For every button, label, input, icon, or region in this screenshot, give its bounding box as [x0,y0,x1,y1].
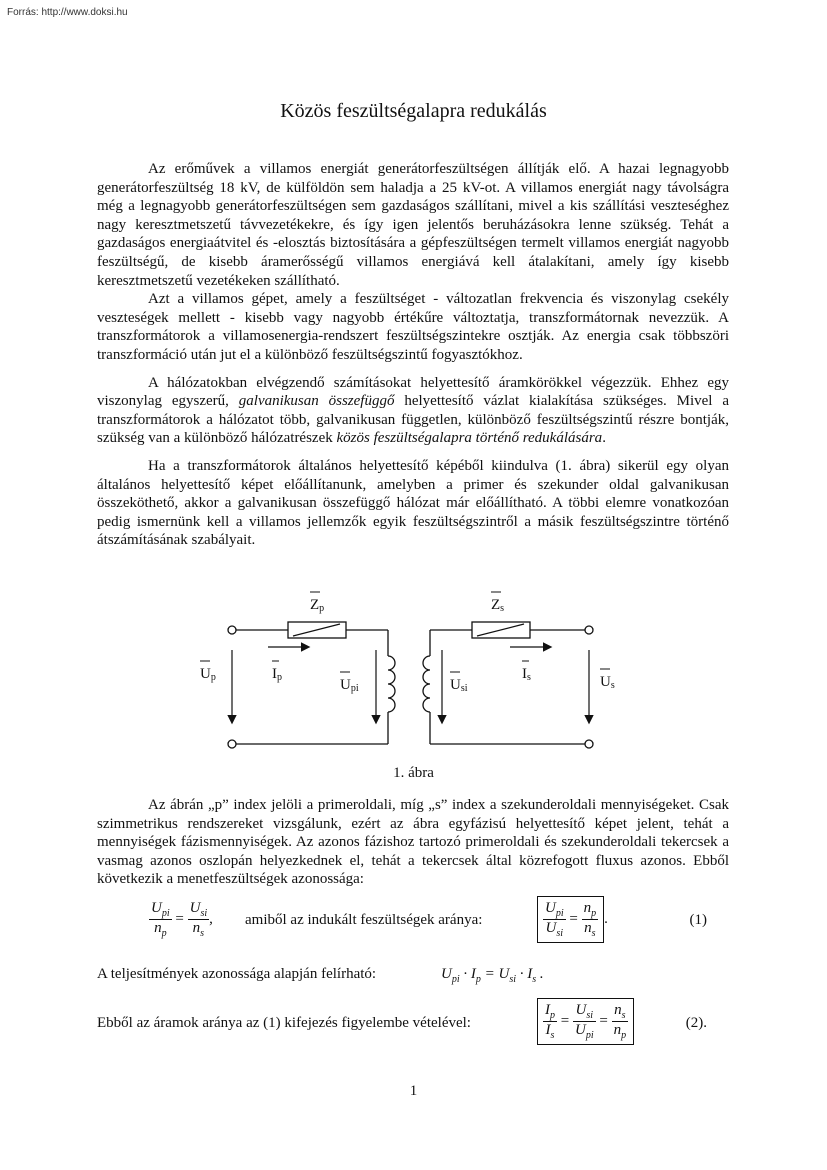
equation-2-text: Ebből az áramok aránya az (1) kifejezés figyelembe vételével: [97,1015,471,1031]
body-text-bottom [97,796,729,889]
paragraph-3-emphasis-1: galvanikusan összefüggő [238,393,395,410]
paragraph-3-emphasis-2: közös feszültségalapra történő redukálására [336,430,603,447]
paragraph-3-part-c: . [602,430,606,447]
label-ip: Ip [272,666,282,683]
paragraph-1: Az erőművek a villamos energiát generátorfeszültségen állítják elő. A hazai legnagyobb generátorfeszültség 18 kV, de külföldön sem haladja a 25 kV-ot. A villamos energiát nagy távolságra még a legnagyobb generátorfeszültségen sem gazdaságos szállítani, mivel a kis szállítási veszteséghez nagy keresztmetszetű távvezetékekre, és így igen jelentős beruházásokra lenne szükség. Tehát a gazdaságos energiaátvitel és -elosztás biztosítására a gépfeszültségen termelt villamos energiát nagyobb feszültségű, de kisebb áramerősségű villamos energiává kell átalakítani, amely így kisebb keresztmetszetű vezetékeken szállítható. [97,161,729,289]
equation-2-boxed: $\frac{I_p}{I_s}$ = $\frac{U_{si}}{U_{pi}}$ = $\frac{n_s}{n_p}$ [537,998,634,1045]
label-up: Up [200,666,216,683]
primary-terminal-top [228,626,236,634]
paragraph-2: Azt a villamos gépet, amely a feszültséget - változatlan frekvencia és viszonylag csekély veszteségek mellett - kisebb vagy nagyobb értékűre változtatja, transzformátornak nevezzük. A transzformátorok a villamosenergia-rendszert feszültségszintekre osztják. Az energia csak többszöri transzformáció után jut el a különböző feszültségszintű fogyasztókhoz. [97,291,729,363]
secondary-coil [423,656,430,712]
secondary-terminal-top [585,626,593,634]
label-usi: Usi [450,677,468,694]
equation-1-boxed: $\frac{U_{pi}}{U_{si}}$ = $\frac{n_p}{n_s}$ . [537,896,608,943]
paragraph-5: Az ábrán „p” index jelöli a primeroldali, míg „s” index a szekunderoldali mennyiségeket. Csak szimmetrikus rendszereket vizsgálunk, ezért az ábra egyfázisú helyettesítő képet jelent, tehát a mennyiségek fázismennyiségek. Az azonos fázishoz tartozó primeroldali és szekunderoldali tekercsek a vasmag azonos oszlopán helyezkednek el, tehát a tekercsek által közrefogott fluxus azonos. Ebből következik a menetfeszültségek azonossága: [97,797,729,888]
secondary-terminal-bottom [585,740,593,748]
equation-1-left: $\frac{U_{pi}}{n_p}$ = $\frac{U_{si}}{n_s}$ , [151,900,213,939]
power-identity-formula: $U_{pi} \cdot I_p = U_{si} \cdot I_s$ . [441,966,544,985]
equation-2-number: (2). [685,1015,707,1031]
page-title: Közös feszültségalapra redukálás [280,100,547,122]
equation-1-row [97,896,729,948]
power-identity-row [97,966,729,983]
primary-terminal-bottom [228,740,236,748]
paragraph-4: Ha a transzformátorok általános helyettesítő képéből kiindulva (1. ábra) sikerül egy olyan általános helyettesítő képet előállítanunk, amelyben a primer és szekunder oldal galvanikusan összeköthető, akkor a galvanikusan összefüggő hálózat már előállítható. A többi elemre vonatkozóan pedig ismernünk kell a villamos jellemzők egyik feszültségszintről a másik feszültségszintre történő átszámításának szabályait. [97,457,729,549]
primary-coil [388,656,395,712]
label-zp: Zp [310,597,325,614]
page-number: 1 [409,1083,418,1099]
paragraph-3 [97,374,729,448]
figure-caption: 1. ábra [393,765,434,781]
equation-1-text: amiből az indukált feszültségek aránya: [245,912,483,928]
label-upi: Upi [340,677,359,694]
power-identity-text: A teljesítmények azonossága alapján felírható: [97,966,377,982]
transformer-circuit-figure [180,588,640,758]
label-us: Us [600,674,615,691]
source-note: Forrás: http://www.doksi.hu [7,7,128,18]
paragraph-3-part-a: A hálózatokban elvégzendő számításokat helyettesítő áramkörökkel végezzük. Ehhez egy viszonylag egyszerű, [97,374,729,410]
label-zs: Zs [491,597,505,614]
equation-2-row [97,998,729,1052]
body-text-top [97,160,729,550]
equation-1-number: (1) [689,912,707,928]
label-is: Is [522,666,531,683]
paragraph-3-part-b: helyettesítő vázlat kialakítása szükséges. Mivel a transzformátorok a hálózatot több, galvanikusan független, különböző feszültségszintű részre bontják, szükség van a különböző hálózatrészek [97,393,729,447]
